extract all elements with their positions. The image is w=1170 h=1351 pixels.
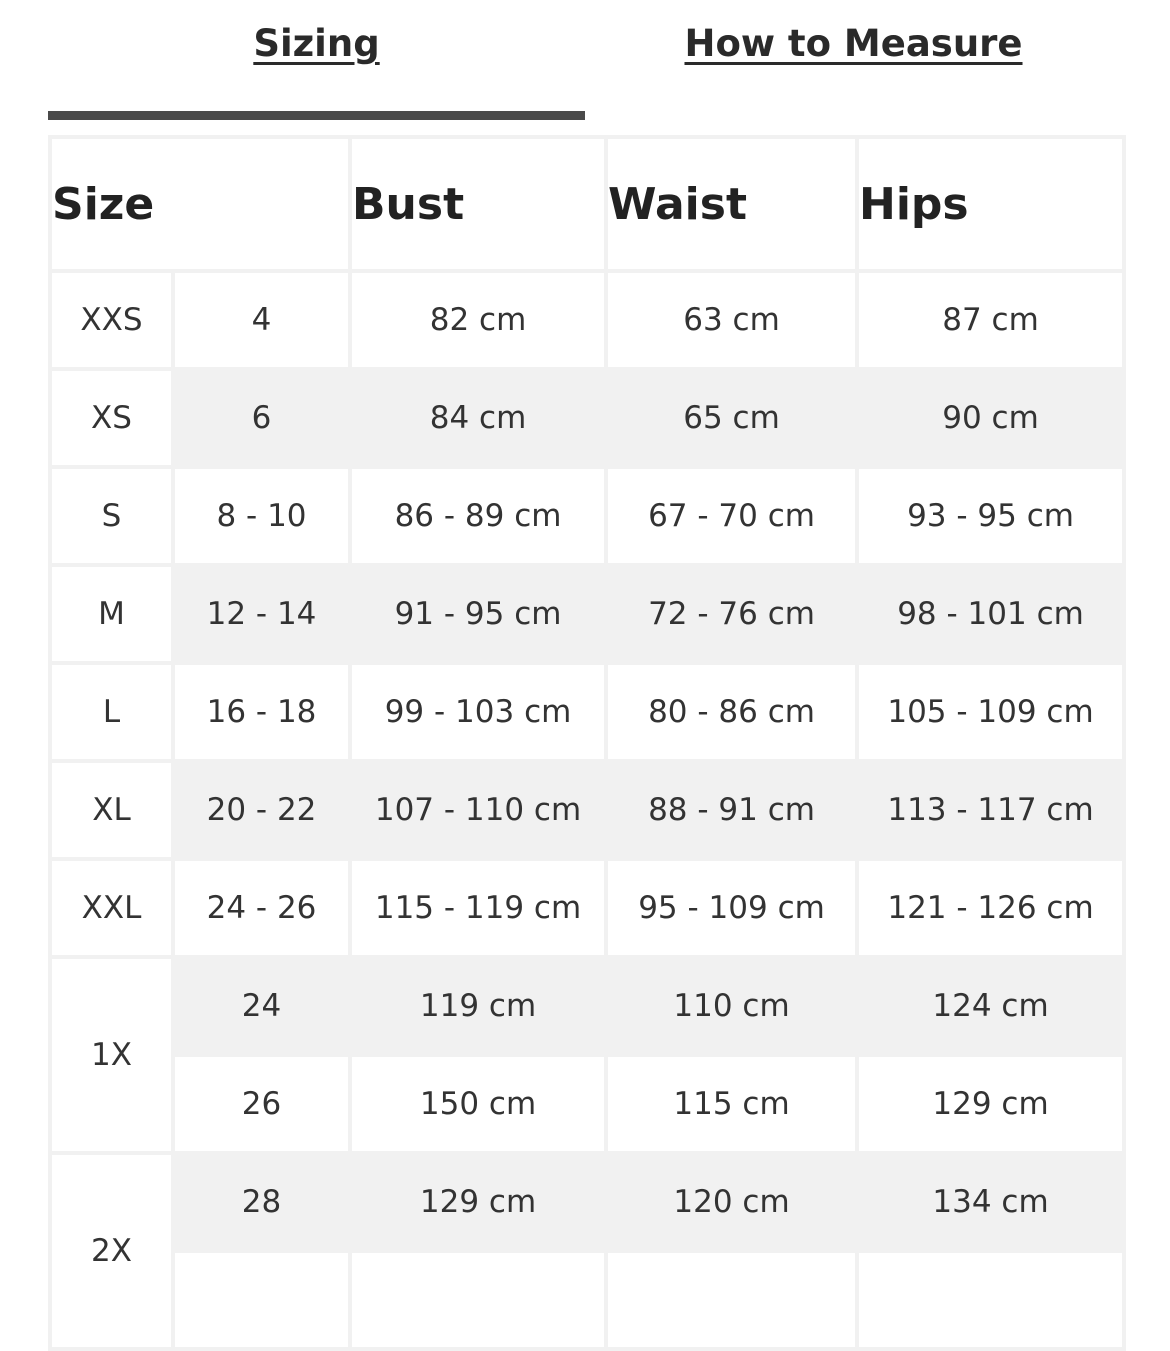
hips-cell: 98 - 101 cm <box>859 567 1122 661</box>
waist-cell: 67 - 70 cm <box>608 469 855 563</box>
active-tab-indicator <box>48 111 585 120</box>
bust-cell: 84 cm <box>352 371 604 465</box>
uk-size-cell: 24 <box>175 959 348 1053</box>
size-label: XL <box>52 763 171 857</box>
column-header-hips: Hips <box>859 139 1122 269</box>
waist-cell: 63 cm <box>608 273 855 367</box>
uk-size-cell: 4 <box>175 273 348 367</box>
hips-cell: 134 cm <box>859 1155 1122 1249</box>
bust-cell: 82 cm <box>352 273 604 367</box>
bust-cell <box>352 1253 604 1347</box>
size-label: XS <box>52 371 171 465</box>
bust-cell: 86 - 89 cm <box>352 469 604 563</box>
uk-size-cell: 12 - 14 <box>175 567 348 661</box>
waist-cell: 110 cm <box>608 959 855 1053</box>
table-row <box>52 861 1122 955</box>
waist-cell: 115 cm <box>608 1057 855 1151</box>
bust-cell: 91 - 95 cm <box>352 567 604 661</box>
uk-size-cell: 24 - 26 <box>175 861 348 955</box>
uk-size-cell <box>175 1253 348 1347</box>
hips-cell: 124 cm <box>859 959 1122 1053</box>
bust-cell: 119 cm <box>352 959 604 1053</box>
bust-cell: 150 cm <box>352 1057 604 1151</box>
table-row <box>52 959 1122 1053</box>
table-row <box>52 273 1122 367</box>
uk-size-cell: 26 <box>175 1057 348 1151</box>
column-header-size: Size <box>52 139 348 269</box>
table-row <box>52 567 1122 661</box>
waist-cell: 72 - 76 cm <box>608 567 855 661</box>
hips-cell: 87 cm <box>859 273 1122 367</box>
size-label: M <box>52 567 171 661</box>
size-guide-tabs <box>0 0 1170 125</box>
tab-sizing[interactable]: Sizing <box>253 22 380 65</box>
bust-cell: 99 - 103 cm <box>352 665 604 759</box>
hips-cell: 90 cm <box>859 371 1122 465</box>
hips-cell: 129 cm <box>859 1057 1122 1151</box>
table-row <box>52 1155 1122 1249</box>
hips-cell: 113 - 117 cm <box>859 763 1122 857</box>
bust-cell: 129 cm <box>352 1155 604 1249</box>
table-row <box>52 469 1122 563</box>
column-header-waist: Waist <box>608 139 855 269</box>
waist-cell: 65 cm <box>608 371 855 465</box>
hips-cell: 105 - 109 cm <box>859 665 1122 759</box>
waist-cell: 95 - 109 cm <box>608 861 855 955</box>
size-label: XXL <box>52 861 171 955</box>
hips-cell: 121 - 126 cm <box>859 861 1122 955</box>
column-header-bust: Bust <box>352 139 604 269</box>
size-label: 2X <box>52 1155 171 1347</box>
uk-size-cell: 16 - 18 <box>175 665 348 759</box>
table-row <box>52 1057 1122 1151</box>
bust-cell: 107 - 110 cm <box>352 763 604 857</box>
table-header-row <box>52 139 1122 269</box>
uk-size-cell: 28 <box>175 1155 348 1249</box>
uk-size-cell: 8 - 10 <box>175 469 348 563</box>
bust-cell: 115 - 119 cm <box>352 861 604 955</box>
table-row <box>52 371 1122 465</box>
waist-cell: 120 cm <box>608 1155 855 1249</box>
size-label: S <box>52 469 171 563</box>
waist-cell: 80 - 86 cm <box>608 665 855 759</box>
tab-how-to-measure[interactable]: How to Measure <box>684 22 1023 65</box>
hips-cell <box>859 1253 1122 1347</box>
table-row <box>52 665 1122 759</box>
size-label: 1X <box>52 959 171 1151</box>
uk-size-cell: 6 <box>175 371 348 465</box>
table-row <box>52 1253 1122 1347</box>
size-label: XXS <box>52 273 171 367</box>
hips-cell: 93 - 95 cm <box>859 469 1122 563</box>
waist-cell: 88 - 91 cm <box>608 763 855 857</box>
size-chart-table <box>48 135 1126 1351</box>
table-row <box>52 763 1122 857</box>
size-label: L <box>52 665 171 759</box>
waist-cell <box>608 1253 855 1347</box>
uk-size-cell: 20 - 22 <box>175 763 348 857</box>
